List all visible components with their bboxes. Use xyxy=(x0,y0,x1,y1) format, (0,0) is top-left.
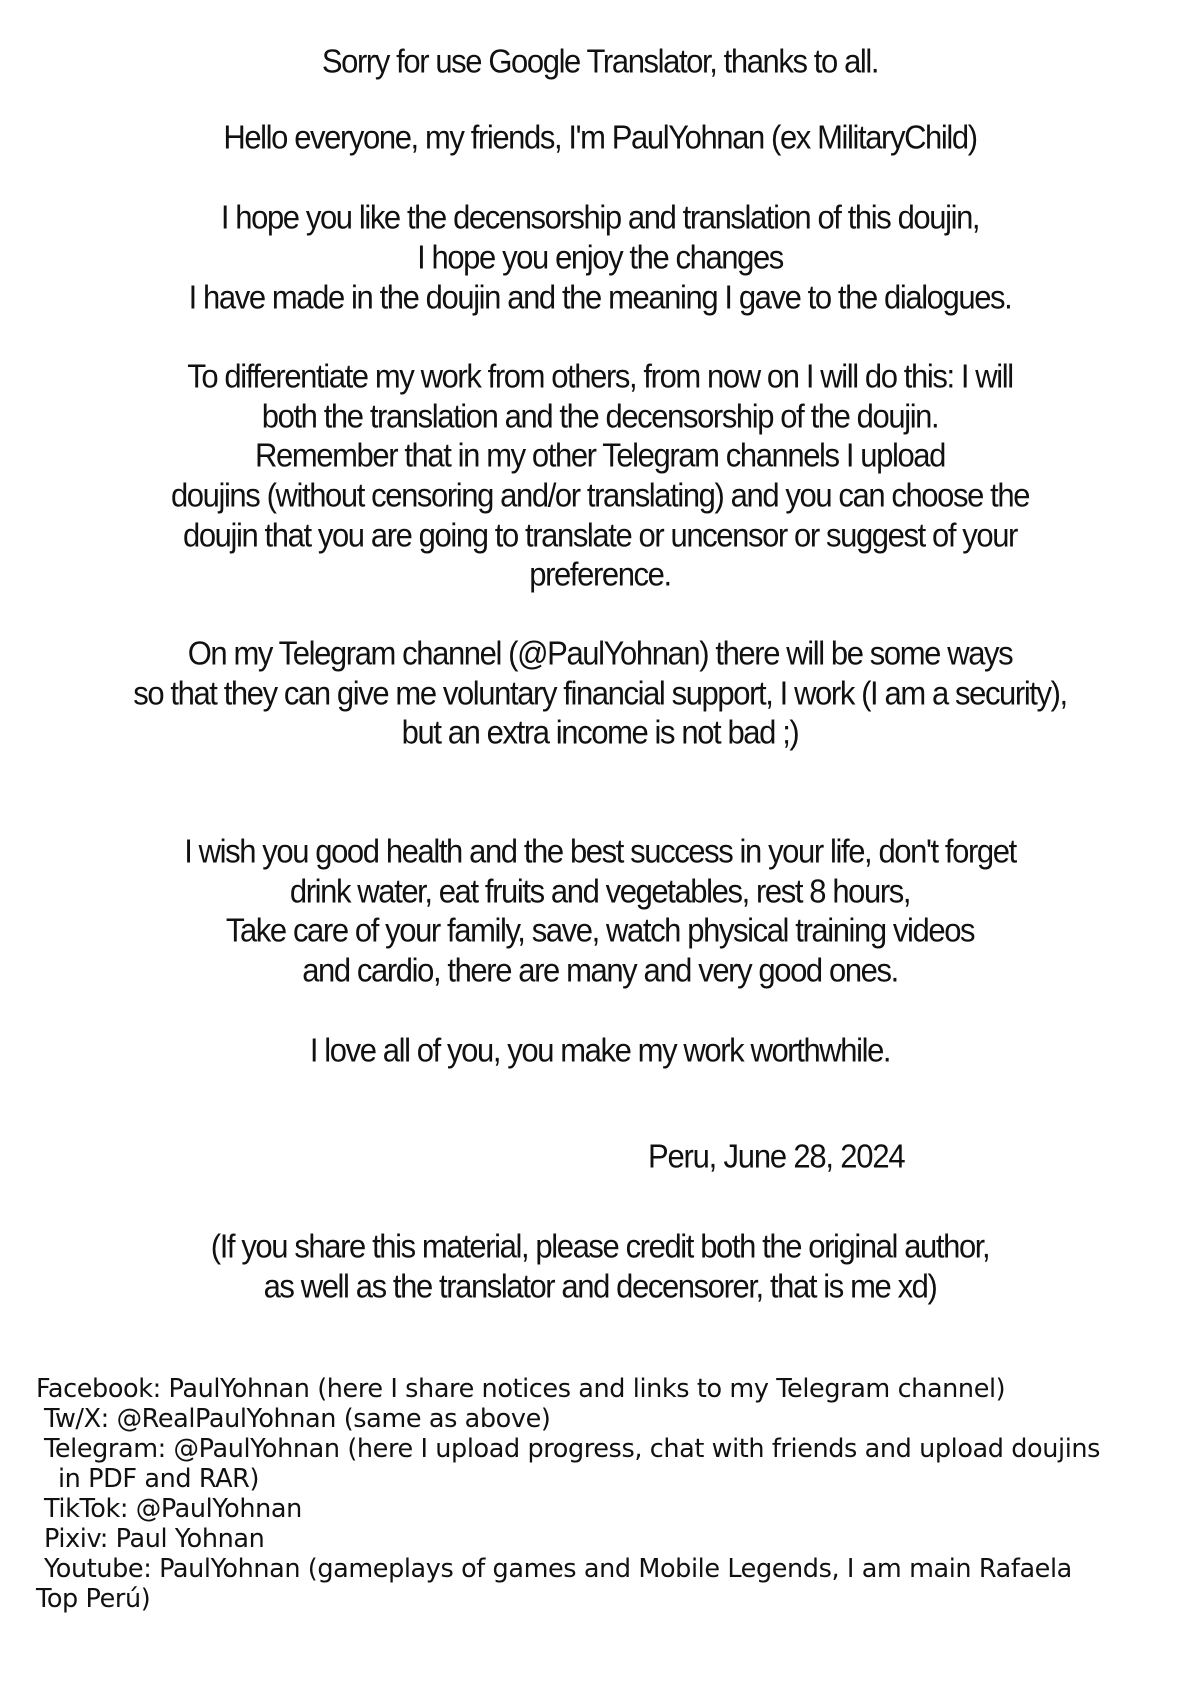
youtube-link-text-line-2: Top Perú) xyxy=(36,1584,151,1614)
twitter-link-text: Tw/X: @RealPaulYohnan (same as above) xyxy=(44,1404,551,1434)
youtube-link-text-line-1: Youtube: PaulYohnan (gameplays of games and Mobile Legends, I am main Rafaela xyxy=(44,1554,1072,1584)
place-date: Peru, June 28, 2024 xyxy=(648,1137,905,1175)
support-text-line-1: On my Telegram channel (@PaulYohnan) there will be some ways xyxy=(187,634,1013,672)
support-text-line-2: so that they can give me voluntary financial support, I work (I am a security), xyxy=(133,674,1067,712)
social-links-list xyxy=(36,1374,1176,1614)
facebook-link-text: Facebook: PaulYohnan (here I share notices and links to my Telegram channel) xyxy=(36,1374,1006,1404)
differentiate-text-line-5: doujin that you are going to translate or uncensor or suggest of your xyxy=(183,516,1017,554)
differentiate-text-line-6: preference. xyxy=(529,555,671,593)
telegram-link-text-line-2: in PDF and RAR) xyxy=(58,1464,260,1494)
wish-text-line-4: and cardio, there are many and very good ones. xyxy=(302,951,898,989)
wish-text-line-3: Take care of your family, save, watch physical training videos xyxy=(225,911,975,949)
credit-text-line-2: as well as the translator and decensorer, that is me xd) xyxy=(263,1267,937,1305)
differentiate-text-line-3: Remember that in my other Telegram channels I upload xyxy=(255,436,945,474)
hope-text-line-2: I hope you enjoy the changes xyxy=(417,238,783,276)
love-text: I love all of you, you make my work worthwhile. xyxy=(309,1031,891,1069)
hope-text-line-1: I hope you like the decensorship and translation of this doujin, xyxy=(220,198,980,236)
wish-text-line-1: I wish you good health and the best success in your life, don't forget xyxy=(184,832,1016,870)
differentiate-text-line-2: both the translation and the decensorship of the doujin. xyxy=(261,397,939,435)
differentiate-text-line-1: To differentiate my work from others, from now on I will do this: I will xyxy=(187,357,1013,395)
greeting-text: Hello everyone, my friends, I'm PaulYohnan (ex MilitaryChild) xyxy=(223,118,977,156)
differentiate-text-line-4: doujins (without censoring and/or translating) and you can choose the xyxy=(170,476,1030,514)
hope-text-line-3: I have made in the doujin and the meaning I gave to the dialogues. xyxy=(188,278,1012,316)
telegram-link-text-line-1: Telegram: @PaulYohnan (here I upload progress, chat with friends and upload doujins xyxy=(44,1434,1101,1464)
support-text-line-3: but an extra income is not bad ;) xyxy=(401,713,799,751)
pixiv-link-text: Pixiv: Paul Yohnan xyxy=(44,1524,265,1554)
apology-text: Sorry for use Google Translator, thanks to all. xyxy=(321,42,879,80)
credit-text-line-1: (If you share this material, please credit both the original author, xyxy=(210,1227,990,1265)
tiktok-link-text: TikTok: @PaulYohnan xyxy=(44,1494,302,1524)
wish-text-line-2: drink water, eat fruits and vegetables, rest 8 hours, xyxy=(289,872,911,910)
